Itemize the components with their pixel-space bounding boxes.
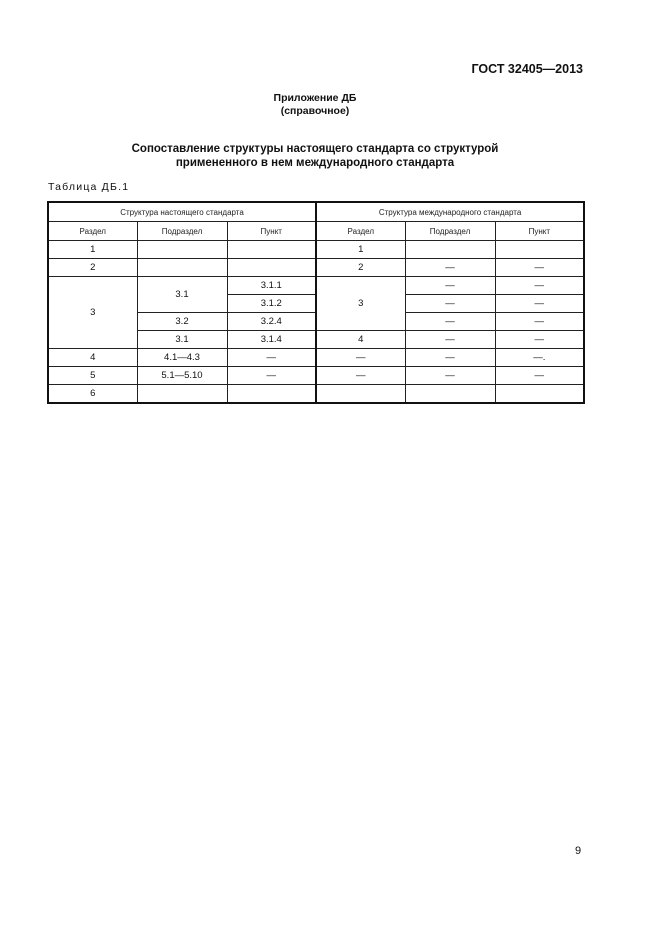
table-cell: —. [495,349,584,367]
table-cell: — [405,313,495,331]
table-cell: — [495,277,584,295]
table-row [48,259,584,277]
table-cell: — [316,367,405,385]
table-cell [137,241,227,259]
structure-comparison-table [47,201,585,404]
table-cell: — [405,349,495,367]
table-cell: 5.1—5.10 [137,367,227,385]
table-cell: — [405,331,495,349]
table-cell: 4 [48,349,137,367]
section-heading [0,142,630,170]
table-cell: 2 [316,259,405,277]
table-cell: 5 [48,367,137,385]
table-cell: — [495,367,584,385]
table-cell [405,385,495,404]
table-cell: 2 [48,259,137,277]
table-cell: — [405,259,495,277]
table-cell: — [227,367,316,385]
table-cell: 4 [316,331,405,349]
group-header-national: Структура настоящего стандарта [48,202,316,222]
table-cell: — [405,277,495,295]
table-row [48,349,584,367]
table-cell [227,259,316,277]
table-cell: — [495,331,584,349]
table-cell [227,241,316,259]
table-cell [137,385,227,404]
table-cell [316,385,405,404]
column-header: Раздел [48,222,137,241]
table-cell [137,259,227,277]
table-cell [405,241,495,259]
column-header: Подраздел [137,222,227,241]
table-row [48,277,584,295]
table-cell: — [495,259,584,277]
heading-line-2: примененного в нем международного стандарта [175,157,455,169]
table-cell: 1 [48,241,137,259]
table-cell [227,385,316,404]
table-cell: 3 [48,277,137,349]
appendix-subtitle: (справочное) [280,105,350,117]
table-group-header-row [48,202,584,222]
table-cell: — [405,367,495,385]
table-cell: 3.1 [137,277,227,313]
table-cell: 3.1.4 [227,331,316,349]
table-cell: 3.2 [137,313,227,331]
table-cell: — [227,349,316,367]
table-label: Таблица ДБ.1 [48,181,130,193]
table-cell: 3.1 [137,331,227,349]
heading-line-1: Сопоставление структуры настоящего стандарта со структурой [131,143,499,155]
appendix-heading [0,92,630,118]
table-cell [495,385,584,404]
column-header: Пункт [227,222,316,241]
table-cell: — [495,295,584,313]
table-row [48,367,584,385]
table-cell: 3.1.1 [227,277,316,295]
column-header: Раздел [316,222,405,241]
table-cell: 3.2.4 [227,313,316,331]
table-row [48,241,584,259]
table-cell: — [495,313,584,331]
table-cell: 1 [316,241,405,259]
column-header: Подраздел [405,222,495,241]
group-header-international: Структура международного стандарта [316,202,584,222]
table-cell: 4.1—4.3 [137,349,227,367]
table-row [48,385,584,404]
document-id: ГОСТ 32405—2013 [471,62,583,76]
column-header: Пункт [495,222,584,241]
table-cell [495,241,584,259]
appendix-title: Приложение ДБ [273,92,357,104]
table-cell: 3 [316,277,405,331]
table-cell: — [316,349,405,367]
table-cell: 3.1.2 [227,295,316,313]
table-cell: — [405,295,495,313]
table-column-header-row [48,222,584,241]
page-number: 9 [575,845,582,857]
table-cell: 6 [48,385,137,404]
